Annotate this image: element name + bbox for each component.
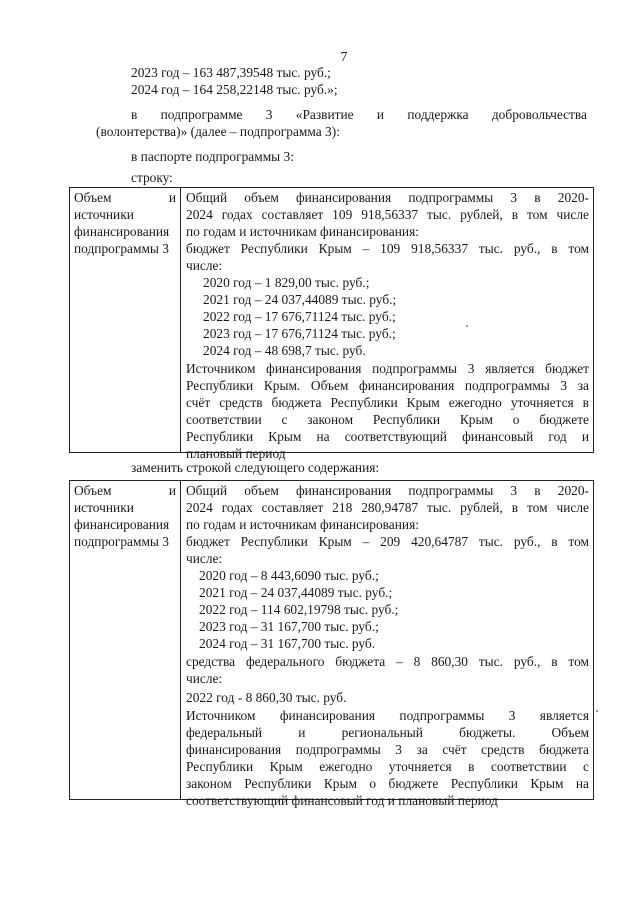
table-old-right-line: 2020 год – 1 829,00 тыс. руб.; — [203, 275, 370, 290]
table-new-left-line: Объем и — [74, 483, 176, 498]
table-old-right-line: по годам и источникам финансирования: — [186, 224, 419, 239]
table-old-right-line: 2024 годах составляет 109 918,56337 тыс. рублей, в том числе — [186, 207, 589, 222]
table-old-left-line: источники — [74, 207, 134, 222]
table-old-right-line: плановый период — [186, 446, 286, 461]
table-old-right-line: 2022 год – 17 676,71124 тыс. руб.; — [203, 309, 396, 324]
table-old-right-line: Источником финансирования подпрограммы 3 является бюджет — [186, 361, 589, 376]
table-old-right-line: соответствии с законом Республики Крым о бюджете — [186, 412, 589, 427]
table-new-right-line: числе: — [186, 551, 223, 566]
table-old-right-line: счёт средств бюджета Республики Крым ежегодно уточняется в — [186, 395, 589, 410]
table-new-left-cell — [70, 481, 181, 799]
table-new-right-line: финансирования подпрограммы 3 за счёт средств бюджета — [186, 742, 589, 757]
table-old-right-line: 2023 год – 17 676,71124 тыс. руб.; — [203, 326, 396, 341]
table-new-left-line: источники — [74, 500, 134, 515]
table-new-right-line: 2022 год – 114 602,19798 тыс. руб.; — [199, 602, 399, 617]
table-new-row — [69, 480, 594, 808]
table-new-right-line: законом Республики Крым о бюджете Республики Крым на — [186, 776, 589, 791]
table-old-right-line: бюджет Республики Крым – 109 918,56337 тыс. руб., в том — [186, 241, 589, 256]
table-old-right-line: 2021 год – 24 037,44089 тыс. руб.; — [203, 292, 397, 307]
table-old-right-cell — [181, 188, 593, 461]
paragraph-subprogram-line-2: (волонтерства)» (далее – подпрограмма 3): — [96, 124, 340, 139]
table-new-right-line: 2023 год – 31 167,700 тыс. руб.; — [199, 619, 379, 634]
scan-speck — [596, 710, 598, 712]
table-new-right-line: Общий объем финансирования подпрограммы 3 в 2020- — [186, 483, 589, 498]
scan-speck — [466, 325, 468, 327]
table-old-right-line: Республики Крым. Объем финансирования подпрограммы 3 за — [186, 378, 589, 393]
table-old-right-line: 2024 год – 48 698,7 тыс. руб. — [203, 343, 366, 358]
table-old-left-line: финансирования — [74, 224, 170, 239]
paragraph-replace: заменить строкой следующего содержания: — [131, 460, 380, 475]
table-new-right-line: по годам и источникам финансирования: — [186, 517, 419, 532]
table-new-left-line: подпрограммы 3 — [74, 534, 169, 549]
table-old-left-line: Объем и — [74, 190, 176, 205]
table-new-right-line: 2021 год – 24 037,44089 тыс. руб.; — [199, 585, 393, 600]
table-new-right-cell — [181, 481, 593, 808]
table-new-right-line: Источником финансирования подпрограммы 3 является — [186, 708, 589, 723]
page-number: 7 — [340, 49, 348, 64]
table-new-right-line: федеральный и региональный бюджеты. Объем — [186, 725, 589, 740]
paragraph-subprogram-line-1: в подпрограмме 3 «Развитие и поддержка добровольчества — [131, 107, 587, 122]
table-new-right-line: 2022 год - 8 860,30 тыс. руб. — [186, 690, 347, 705]
paragraph-row-label: строку: — [131, 170, 173, 185]
table-new-right-line: бюджет Республики Крым – 209 420,64787 тыс. руб., в том — [186, 534, 589, 549]
table-new-right-line: средства федерального бюджета – 8 860,30 тыс. руб., в том — [186, 654, 589, 669]
table-new-left-line: финансирования — [74, 517, 170, 532]
table-old-right-line: числе: — [186, 258, 223, 273]
table-old-left-line: подпрограммы 3 — [74, 241, 169, 256]
table-new-right-line: 2024 годах составляет 218 280,94787 тыс. рублей, в том числе — [186, 500, 589, 515]
table-old-right-line: Республики Крым на соответствующий финансовый год и — [186, 429, 589, 444]
table-new-right-line: 2024 год – 31 167,700 тыс. руб. — [199, 636, 376, 651]
table-new-right-line: соответствующий финансовый год и плановый период — [186, 793, 498, 808]
paragraph-passport: в паспорте подпрограммы 3: — [131, 149, 294, 164]
table-new-right-line: Республики Крым ежегодно уточняется в соответствии с — [186, 759, 589, 774]
table-old-right-line: Общий объем финансирования подпрограммы 3 в 2020- — [186, 190, 589, 205]
table-old-row — [69, 187, 594, 461]
intro-line-2023: 2023 год – 163 487,39548 тыс. руб.; — [131, 65, 331, 80]
table-new-right-line: числе: — [186, 671, 223, 686]
table-new-right-line: 2020 год – 8 443,6090 тыс. руб.; — [199, 568, 379, 583]
intro-line-2024: 2024 год – 164 258,22148 тыс. руб.»; — [131, 82, 338, 97]
table-old-left-cell — [70, 188, 181, 452]
